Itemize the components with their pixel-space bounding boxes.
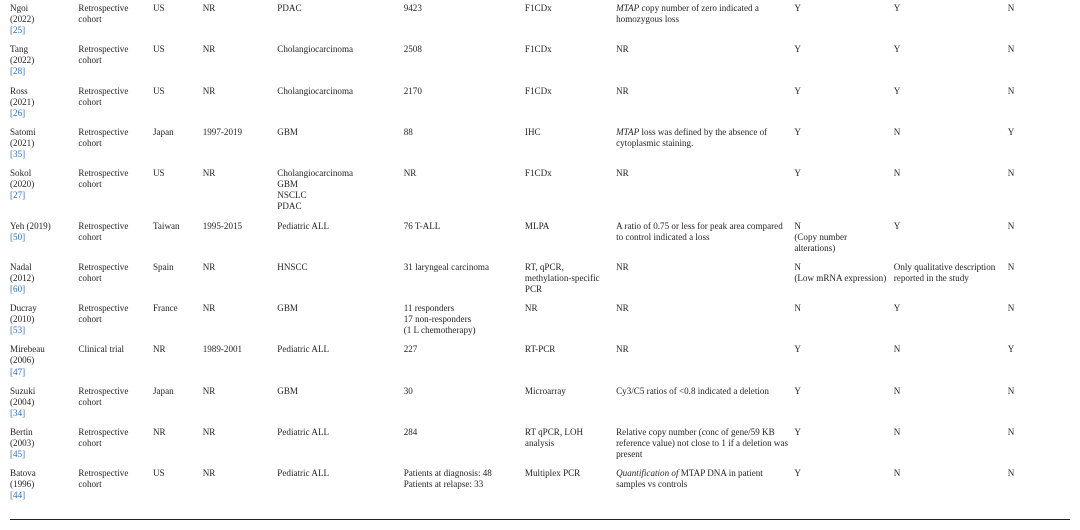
study-year: (2020)	[10, 179, 35, 190]
cell-mtap-loss: Y	[794, 85, 801, 96]
cell-comment: Y	[893, 3, 901, 13]
cell-period: NR	[202, 3, 216, 13]
cell-sample-size: 227	[403, 344, 418, 355]
cell-country: US	[152, 168, 165, 179]
study-author: Ducray	[10, 303, 37, 314]
cell-mtap-loss-definition	[616, 165, 794, 217]
cell-method: IHC	[524, 126, 541, 137]
definition-text: Relative copy number (conc of gene/59 KB reference value) not close to 1 if a deletion was present	[616, 426, 789, 460]
study-reference-link[interactable]: [34]	[10, 407, 26, 418]
cell-mtap-loss-definition	[616, 259, 794, 300]
cell-outcome: N	[1007, 303, 1015, 314]
study-author: Ross	[10, 85, 28, 96]
cell-design: Retrospective cohort	[78, 303, 129, 325]
definition-text: NR	[616, 44, 629, 55]
table-row	[10, 424, 1070, 465]
definition-text: loss was defined by the absence of cytoplasmic staining.	[616, 126, 768, 148]
study-year: (2003)	[10, 438, 35, 448]
study-author: Nadal	[10, 261, 32, 272]
cell-design: Retrospective cohort	[78, 126, 129, 148]
cell-tumor-type: Pediatric ALL	[277, 426, 330, 437]
cell-mtap-loss: Y	[794, 126, 801, 137]
cell-sample-size: 76 T-ALL	[403, 220, 441, 231]
study-year: (2012)	[10, 272, 35, 283]
cell-study	[10, 383, 78, 424]
table-row	[10, 124, 1070, 165]
definition-text: NR	[616, 261, 629, 272]
cell-method: RT qPCR, LOH analysis	[524, 426, 584, 448]
cell-period: NR	[202, 168, 216, 179]
cell-mtap-loss-definition	[616, 383, 794, 424]
cell-tumor-type: GBM	[277, 385, 299, 396]
study-author: Satomi	[10, 126, 36, 137]
cell-mtap-loss: Y	[794, 3, 801, 13]
cell-sample-size: 2508	[403, 44, 422, 55]
cell-mtap-loss-definition	[616, 0, 794, 41]
cell-study	[10, 300, 78, 341]
cell-comment: Only qualitative description reported in the study	[893, 261, 996, 283]
study-author: Tang	[10, 44, 29, 55]
study-reference-link[interactable]: [25]	[10, 25, 26, 36]
cell-comment: Y	[893, 44, 901, 55]
cell-study	[10, 259, 78, 300]
cell-sample-size: 284	[403, 426, 418, 437]
cell-method: F1CDx	[524, 168, 552, 179]
study-reference-link[interactable]: [47]	[10, 366, 26, 377]
cell-period: NR	[202, 468, 216, 479]
cell-design: Retrospective cohort	[78, 3, 129, 25]
study-year: (2004)	[10, 396, 35, 407]
cell-sample-size: NR	[403, 168, 417, 179]
cell-study	[10, 424, 78, 465]
cell-country: Taiwan	[152, 220, 180, 231]
cell-study	[10, 341, 78, 382]
cell-comment: N	[893, 126, 901, 137]
cell-outcome: N	[1007, 468, 1015, 479]
cell-tumor-type: Cholangiocarcinoma	[277, 85, 354, 96]
cell-mtap-loss: N (Low mRNA expression)	[794, 261, 887, 283]
cell-comment: Y	[893, 303, 901, 314]
cell-mtap-loss: Y	[794, 468, 801, 479]
cell-period: 1995-2015	[202, 220, 243, 231]
cell-study	[10, 165, 78, 217]
cell-comment: Y	[893, 220, 901, 231]
table-row	[10, 0, 1070, 41]
cell-study	[10, 83, 78, 124]
cell-country: US	[152, 3, 165, 13]
study-year: (2010)	[10, 314, 35, 325]
cell-tumor-type: Pediatric ALL	[277, 468, 330, 479]
cell-mtap-loss: Y	[794, 385, 801, 396]
study-year: (2021)	[10, 137, 35, 148]
study-reference-link[interactable]: [60]	[10, 283, 26, 294]
cell-design: Retrospective cohort	[78, 85, 129, 107]
definition-text: A ratio of 0.75 or less for peak area compared to control indicated a loss	[616, 220, 783, 242]
study-author: Suzuki	[10, 385, 36, 396]
cell-mtap-loss-definition	[616, 83, 794, 124]
cell-comment: N	[893, 426, 901, 437]
study-reference-link[interactable]: [50]	[10, 231, 26, 242]
definition-text: MTAP DNA in patient samples vs controls	[616, 468, 763, 490]
cell-mtap-loss-definition	[616, 124, 794, 165]
cell-tumor-type: Pediatric ALL	[277, 344, 330, 355]
cell-tumor-type: HNSCC	[277, 261, 308, 272]
table-row	[10, 383, 1070, 424]
cell-outcome: Y	[1007, 126, 1015, 137]
cell-study	[10, 41, 78, 82]
study-year: (2006)	[10, 355, 35, 366]
study-reference-link[interactable]: [26]	[10, 107, 26, 118]
cell-mtap-loss-definition	[616, 300, 794, 341]
cell-mtap-loss: Y	[794, 344, 801, 355]
cell-mtap-loss: N	[794, 303, 801, 314]
cell-country: US	[152, 468, 165, 479]
study-reference-link[interactable]: [44]	[10, 490, 26, 501]
cell-country: NR	[152, 426, 166, 437]
cell-design: Retrospective cohort	[78, 168, 129, 190]
cell-design: Retrospective cohort	[78, 468, 129, 490]
study-characteristics-table	[10, 0, 1070, 506]
cell-mtap-loss-definition	[616, 465, 794, 506]
gene-name-italic: MTAP	[616, 3, 640, 13]
cell-method: F1CDx	[524, 3, 552, 13]
table-row	[10, 83, 1070, 124]
cell-period: 1997-2019	[202, 126, 243, 137]
table-row	[10, 165, 1070, 217]
cell-country: Japan	[152, 126, 174, 137]
study-reference-link[interactable]: [45]	[10, 449, 26, 460]
cell-method: MLPA	[524, 220, 550, 231]
cell-outcome: N	[1007, 168, 1015, 179]
cell-sample-size: 11 responders 17 non-responders (1 L chemotherapy)	[403, 303, 476, 336]
cell-design: Retrospective cohort	[78, 426, 129, 448]
cell-design: Retrospective cohort	[78, 261, 129, 283]
table-row	[10, 341, 1070, 382]
study-author: Batova	[10, 468, 36, 479]
study-reference-link[interactable]: [27]	[10, 190, 26, 201]
study-reference-link[interactable]: [53]	[10, 325, 26, 336]
definition-text: Cy3/C5 ratios of <0.8 indicated a deletion	[616, 385, 769, 396]
cell-tumor-type: Cholangiocarcinoma	[277, 44, 354, 55]
cell-comment: N	[893, 168, 901, 179]
cell-tumor-type: GBM	[277, 303, 299, 314]
study-author: Mirebeau	[10, 344, 45, 355]
definition-text: copy number of zero indicated a homozygous loss	[616, 3, 759, 25]
cell-outcome: N	[1007, 85, 1015, 96]
cell-comment: N	[893, 344, 901, 355]
cell-outcome: N	[1007, 385, 1015, 396]
study-reference-link[interactable]: [35]	[10, 149, 26, 160]
table-row	[10, 300, 1070, 341]
cell-comment: Y	[893, 85, 901, 96]
study-author: Sokol	[10, 168, 32, 179]
cell-period: NR	[202, 303, 216, 314]
study-reference-link[interactable]: [28]	[10, 66, 26, 77]
study-year: (2022)	[10, 55, 35, 66]
study-author: Bertin	[10, 426, 33, 437]
cell-mtap-loss-definition	[616, 341, 794, 382]
table-bottom-rule	[10, 519, 1070, 520]
cell-mtap-loss: Y	[794, 426, 801, 437]
definition-text: NR	[616, 303, 629, 314]
study-year: (2021)	[10, 96, 35, 107]
cell-mtap-loss: Y	[794, 168, 801, 179]
cell-country: US	[152, 85, 165, 96]
table-row	[10, 218, 1070, 259]
cell-design: Retrospective cohort	[78, 220, 129, 242]
cell-country: US	[152, 44, 165, 55]
gene-name-italic: Quantification of	[616, 468, 681, 479]
definition-text: NR	[616, 168, 629, 179]
cell-tumor-type: GBM	[277, 126, 299, 137]
study-author: Ngoi	[10, 3, 29, 13]
cell-comment: N	[893, 468, 901, 479]
cell-tumor-type: Cholangiocarcinoma GBM NSCLC PDAC	[277, 168, 354, 212]
cell-method: RT, qPCR, methylation-specific PCR	[524, 261, 600, 294]
cell-outcome: N	[1007, 220, 1015, 231]
cell-period: NR	[202, 385, 216, 396]
cell-sample-size: 31 laryngeal carcinoma	[403, 261, 490, 272]
cell-country: Spain	[152, 261, 174, 272]
cell-outcome: N	[1007, 426, 1015, 437]
cell-outcome: N	[1007, 44, 1015, 55]
cell-period: NR	[202, 261, 216, 272]
cell-method: Multiplex PCR	[524, 468, 581, 479]
cell-mtap-loss-definition	[616, 218, 794, 259]
cell-period: NR	[202, 44, 216, 55]
cell-method: NR	[524, 303, 538, 314]
cell-sample-size: 9423	[403, 3, 422, 13]
cell-tumor-type: Pediatric ALL	[277, 220, 330, 231]
study-year: (2022)	[10, 14, 35, 25]
definition-text: NR	[616, 344, 629, 355]
cell-period: NR	[202, 85, 216, 96]
cell-design: Retrospective cohort	[78, 44, 129, 66]
cell-outcome: N	[1007, 3, 1015, 13]
table-row	[10, 465, 1070, 506]
cell-method: F1CDx	[524, 85, 552, 96]
cell-country: France	[152, 303, 178, 314]
table-row	[10, 41, 1070, 82]
cell-outcome: Y	[1007, 344, 1015, 355]
cell-sample-size: 2170	[403, 85, 422, 96]
definition-text: NR	[616, 85, 629, 96]
table-body	[10, 0, 1070, 506]
cell-design: Retrospective cohort	[78, 385, 129, 407]
cell-mtap-loss-definition	[616, 41, 794, 82]
gene-name-italic: MTAP	[616, 126, 640, 137]
study-year: (1996)	[10, 479, 35, 490]
cell-sample-size: Patients at diagnosis: 48 Patients at relapse: 33	[403, 468, 492, 490]
cell-tumor-type: PDAC	[277, 3, 302, 13]
cell-method: Microarray	[524, 385, 566, 396]
cell-sample-size: 30	[403, 385, 413, 396]
cell-period: NR	[202, 426, 216, 437]
table-row	[10, 259, 1070, 300]
cell-country: Japan	[152, 385, 174, 396]
cell-method: RT-PCR	[524, 344, 556, 355]
cell-study	[10, 465, 78, 506]
cell-study	[10, 124, 78, 165]
cell-comment: N	[893, 385, 901, 396]
cell-study	[10, 218, 78, 259]
cell-mtap-loss: N (Copy number alterations)	[794, 220, 848, 253]
cell-method: F1CDx	[524, 44, 552, 55]
cell-design: Clinical trial	[78, 344, 125, 355]
cell-country: NR	[152, 344, 166, 355]
cell-mtap-loss: Y	[794, 44, 801, 55]
cell-period: 1989-2001	[202, 344, 243, 355]
cell-mtap-loss-definition	[616, 424, 794, 465]
study-author: Yeh (2019)	[10, 220, 51, 231]
cell-sample-size: 88	[403, 126, 413, 137]
cell-outcome: N	[1007, 261, 1015, 272]
cell-study	[10, 0, 78, 41]
